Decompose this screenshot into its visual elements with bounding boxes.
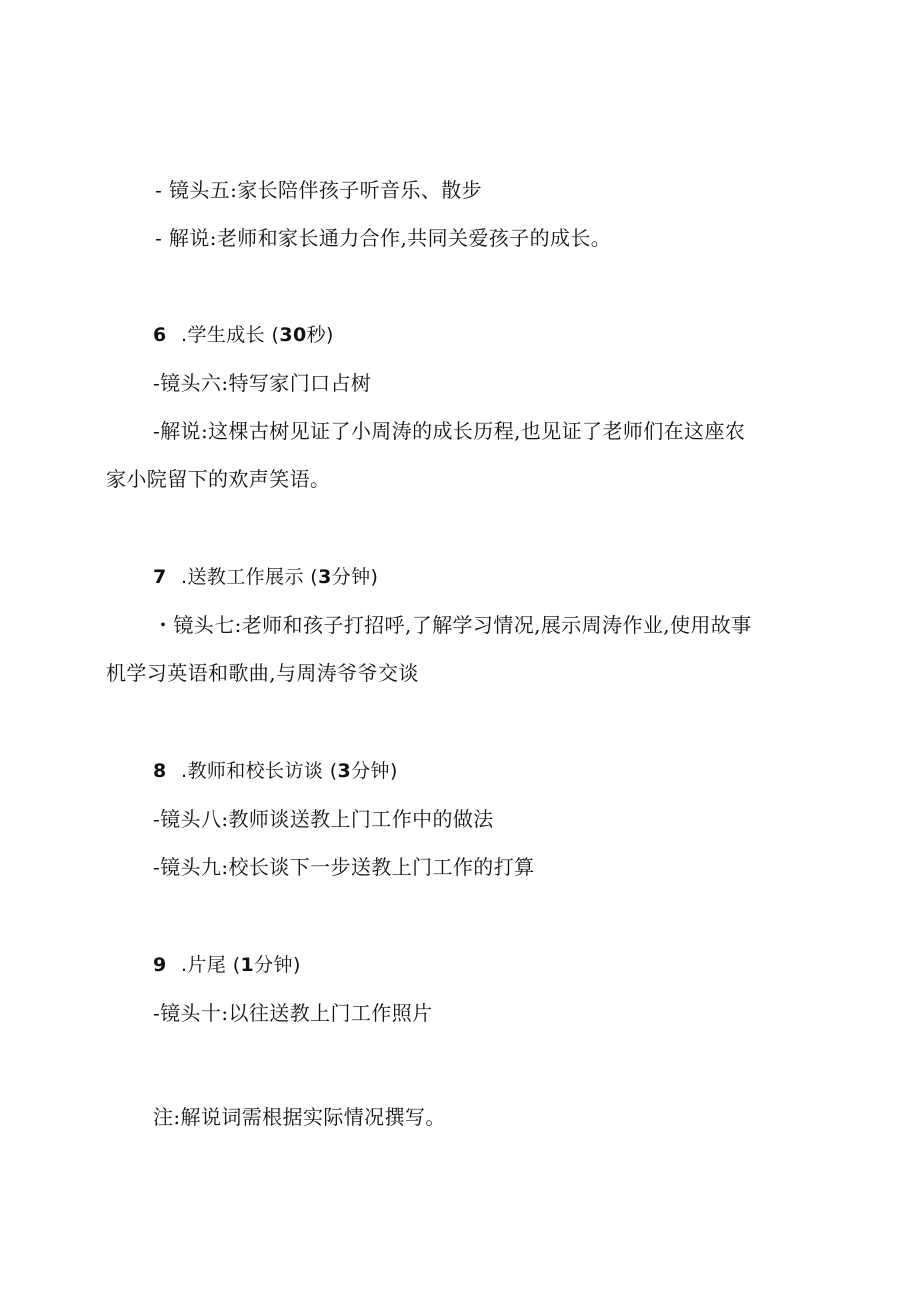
section-heading-9 — [153, 951, 301, 979]
section-item: -镜头六:特写家门口占树 — [153, 371, 372, 395]
note-line: 注:解说词需根据实际情况撰写。 — [153, 1105, 446, 1129]
section-item: -解说:这棵古树见证了小周涛的成长历程,也见证了老师们在这座农 — [153, 419, 746, 443]
section-number: 9 — [153, 954, 167, 976]
section-heading-8 — [153, 757, 398, 785]
section-item: -镜头九:校长谈下一步送教上门工作的打算 — [153, 855, 535, 879]
section-item: -镜头八:教师谈送教上门工作中的做法 — [153, 807, 494, 831]
duration-value: 1 — [240, 954, 255, 976]
section-title: .片尾 — [181, 954, 227, 976]
duration-unit: 分钟) — [254, 954, 301, 976]
duration-value: 3 — [337, 760, 352, 782]
section-title: .教师和校长访谈 — [181, 760, 324, 782]
duration-value: 30 — [279, 324, 307, 346]
section-item: 家小院留下的欢声笑语。 — [106, 467, 331, 491]
section-number: 8 — [153, 760, 167, 782]
section-item: ・镜头七:老师和孩子打招呼,了解学习情况,展示周涛作业,使用故事 — [153, 613, 752, 637]
duration-unit: 分钟) — [351, 760, 398, 782]
section-heading-6 — [153, 321, 334, 349]
section-title: .学生成长 — [181, 324, 266, 346]
section-heading-7 — [153, 563, 378, 591]
section-title: .送教工作展示 — [181, 566, 304, 588]
section-number: 7 — [153, 566, 167, 588]
duration-open: ( — [310, 566, 319, 588]
section-number: 6 — [153, 324, 167, 346]
duration-open: ( — [271, 324, 280, 346]
duration-open: ( — [329, 760, 338, 782]
duration-unit: 分钟) — [331, 566, 379, 588]
duration-open: ( — [232, 954, 241, 976]
shot-five-line: - 镜头五:家长陪伴孩子听音乐、散步 — [155, 178, 483, 202]
section-item: -镜头十:以往送教上门工作照片 — [153, 1001, 433, 1025]
duration-unit: 秒) — [306, 324, 334, 346]
narration-line: - 解说:老师和家长通力合作,共同关爱孩子的成长。 — [155, 226, 612, 250]
section-item: 机学习英语和歌曲,与周涛爷爷交谈 — [106, 661, 419, 685]
duration-value: 3 — [318, 566, 332, 588]
